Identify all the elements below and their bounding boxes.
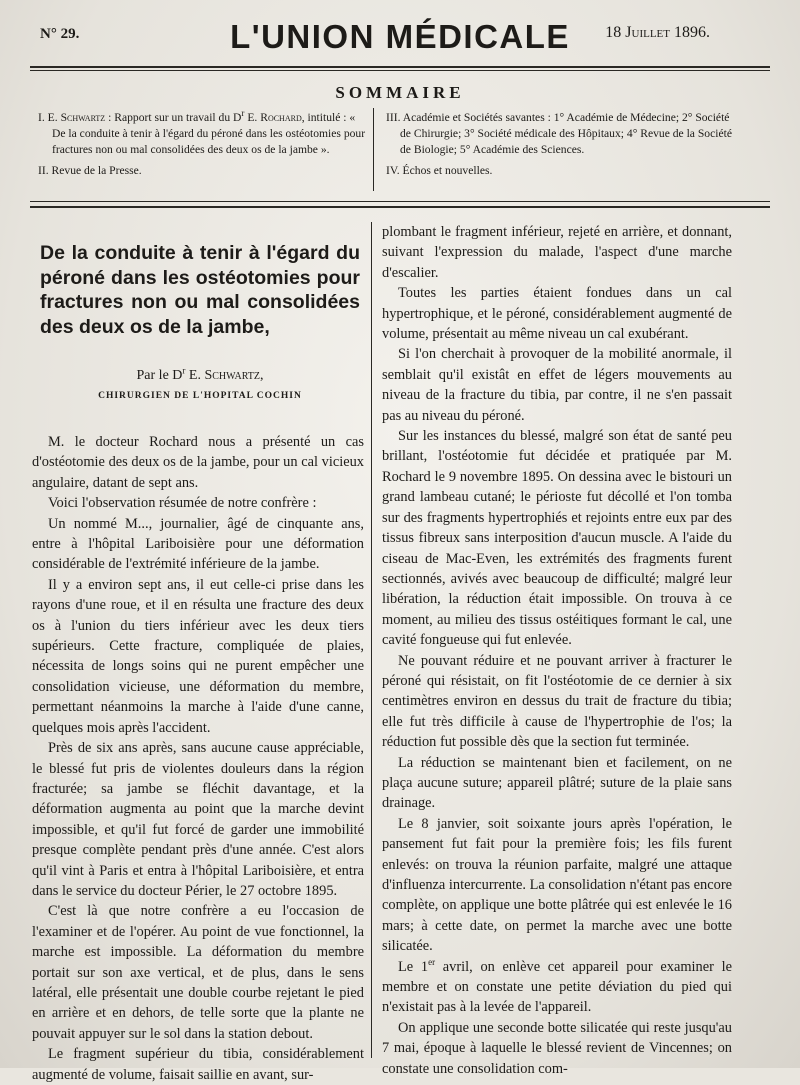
issue-date xyxy=(605,24,710,42)
sommaire-right-column xyxy=(386,110,736,183)
paragraph: Un nommé M..., journalier, âgé de cinquante ans, entre à l'hôpital Lariboisière pour une déformation considérable de l'extrémité inférieure de la jambe. xyxy=(32,515,364,573)
sommaire-item-2: II. Revue de la Presse. xyxy=(38,163,142,177)
sommaire-item-3: III. Académie et Sociétés savantes : 1° Académie de Médecine; 2° Société de Chirurgie; 3° Société médicale des Hôpitaux; 4° Revue de la Société de Biologie; 5° Académie des Sciences. xyxy=(386,111,732,157)
masthead-rule xyxy=(30,66,770,68)
paragraph: Voici l'observation résumée de notre confrère : xyxy=(48,495,317,512)
article-column-right xyxy=(382,222,732,1079)
journal-title: L'UNION MÉDICALE xyxy=(230,18,570,55)
paragraph: Ne pouvant réduire et ne pouvant arriver à fracturer le péroné qui résistait, on fit l'ostéotomie de ce dernier à six centimètres environ en dessus du trait de fracture du tibia; elle fut très difficile à cause de l'hypertrophie de l'os; la réduction fut possible dès que la section fut terminée. xyxy=(382,652,732,751)
author-affiliation: CHIRURGIEN DE L'HOPITAL COCHIN xyxy=(98,391,302,401)
article-column-left xyxy=(32,432,364,1085)
article-title: De la conduite à tenir à l'égard du péroné dans les ostéotomies pour fractures non ou mal consolidées des deux os de la jambe, xyxy=(40,242,360,338)
paragraph: M. le docteur Rochard nous a présenté un cas d'ostéotomie des deux os de la jambe, pour un cal vicieux angulaire, datant de sept ans. xyxy=(32,434,364,491)
paragraph: Le fragment supérieur du tibia, considérablement augmenté de volume, faisait saillie en avant, sur- xyxy=(32,1046,364,1083)
paragraph: Près de six ans après, sans aucune cause appréciable, le blessé fut pris de violentes douleurs dans la région fracturée; sa jambe se fléchit davantage, et la déformation augmenta au point que la marche devint impossible, et qu'il fut forcé de garder une immobilité presque complète pendant près d'une année. C'est alors qu'il vint à Paris et entra à l'hôpital Lariboisière, et entra dans le service du docteur Périer, le 27 octobre 1895. xyxy=(32,740,364,899)
article-byline: Par le $D^r$ E. Schwartz, xyxy=(136,365,264,383)
sommaire-left-column xyxy=(38,110,368,183)
paragraph: On applique une seconde botte silicatée qui reste jusqu'au 7 mai, époque à laquelle le blessé revient de Vincennes; on constate une consolidation com- xyxy=(382,1019,732,1077)
date-year: 1896. xyxy=(674,24,710,41)
paragraph: Il y a environ sept ans, il eut celle-ci prise dans les rayons d'une roue, et il en résulta une fracture des deux os à l'union du tiers inférieur avec les deux tiers supérieurs. Cette fracture, compliquée de plaies, nécessita de longs soins qui ne purent empêcher une consolidation vicieuse, une déformation du membre, permettant néanmoins la marche à l'aide d'une canne, quelques mois après l'accident. xyxy=(32,576,364,736)
masthead-rule-thin xyxy=(30,70,770,71)
paragraph: Le 1er avril, on enlève cet appareil pour examiner le membre et on constate une petite déviation du pied qui n'existait pas à la levée de l'appareil. xyxy=(382,956,732,1016)
issue-number: N° 29. xyxy=(40,26,80,42)
paragraph: Si l'on cherchait à provoquer de la mobilité anormale, il semblait qu'il existât en effet de légers mouvements au niveau de la fracture du tibia, par contre, il ne s'en passait pas au niveau du péroné. xyxy=(382,346,732,424)
sommaire-item-1: I. E. Schwartz : Rapport sur un travail du $D^r$ E. Rochard, intitulé : « De la conduite à tenir à l'égard du péroné dans les ostéotomies pour fractures non ou mal consolidées des deux os de la jambe ». xyxy=(38,108,366,157)
sommaire-rule-bottom xyxy=(30,206,770,208)
paragraph-continuation: plombant le fragment inférieur, rejeté en arrière, et donnant, suivant l'expression du malade, l'aspect d'une marche d'escalier. xyxy=(382,224,732,281)
masthead xyxy=(0,14,800,58)
sommaire-title: SOMMAIRE xyxy=(335,83,465,102)
sommaire-divider xyxy=(373,108,374,191)
date-month: Juillet xyxy=(625,24,670,41)
column-divider xyxy=(371,222,372,1058)
paragraph: Sur les instances du blessé, malgré son état de santé peu brillant, l'ostéotomie fut décidée et pratiquée par M. Rochard le 9 novembre 1895. On dessina avec le bistouri un grand lambeau cutané; le périoste fut décollé et l'on tomba sur des fragments hypertrophiés et rejoints entre eux par des tissus fibreux sans interposition d'aucun muscle. A l'aide du ciseau de Mac-Even, les extrémités des fragments furent sectionnés, avivés avec beaucoup de difficulté; malgré leur libération, la réduction était impossible. On trouva à ce moment, au milieu des tissus ostéitiques formant le cal, une cavité fongueuse qui fut enlevée. xyxy=(382,428,732,649)
paragraph: C'est là que notre confrère a eu l'occasion de l'examiner et de l'opérer. Au point de vue fonctionnel, la marche est impossible. La déformation du membre portait sur son axe vertical, et de plus, dans le sens latéral, elle présentait une double courbe rejetant le pied en arrière et en dehors, de telle sorte que la plante ne pouvait appuyer sur le sol dans la station debout. xyxy=(32,903,364,1042)
paragraph: Toutes les parties étaient fondues dans un cal hypertrophique, et le péroné, considérablement augmenté de volume, présentait au même niveau un cal exubérant. xyxy=(382,285,732,343)
sommaire-rule-top xyxy=(30,201,770,202)
paragraph: La réduction se maintenant bien et facilement, on ne plaça aucune suture; appareil plâtré; suture de la plaie sans drainage. xyxy=(382,754,732,812)
paragraph: Le 8 janvier, soit soixante jours après l'opération, le pansement fut fait pour la première fois; les fils furent enlevés: on trouva la réunion parfaite, malgré une attaque d'influenza intercurrente. La consolidation n'étant pas encore complète, on applique une botte plâtrée qui est enlevée le 16 mars; à cette date, on permet la marche avec une botte silicatée. xyxy=(382,815,733,955)
date-day: 18 xyxy=(605,24,622,41)
sommaire-item-4: IV. Échos et nouvelles. xyxy=(386,163,493,177)
